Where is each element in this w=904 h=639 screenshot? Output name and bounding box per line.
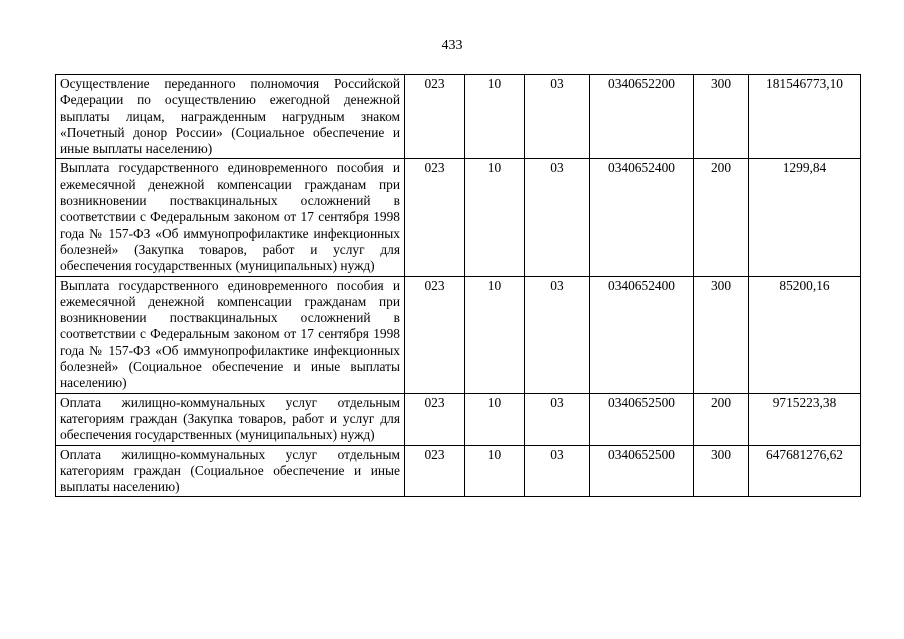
subsection-code-cell: 03 (525, 393, 590, 445)
target-article-cell: 0340652200 (590, 75, 694, 159)
budget-table (55, 74, 861, 497)
ministry-code-cell: 023 (405, 75, 465, 159)
table-row (56, 445, 861, 497)
page-number: 433 (441, 38, 463, 53)
subsection-code-cell: 03 (525, 445, 590, 497)
expense-type-cell: 200 (694, 393, 749, 445)
section-code-cell: 10 (465, 445, 525, 497)
subsection-code-cell: 03 (525, 159, 590, 276)
description-cell: Оплата жилищно-коммунальных услуг отдельным категориям граждан (Социальное обеспечение и иные выплаты населению) (56, 445, 405, 497)
ministry-code-cell: 023 (405, 276, 465, 393)
amount-cell: 1299,84 (749, 159, 861, 276)
target-article-cell: 0340652500 (590, 393, 694, 445)
table-row (56, 159, 861, 276)
amount-cell: 85200,16 (749, 276, 861, 393)
subsection-code-cell: 03 (525, 75, 590, 159)
expense-type-cell: 300 (694, 276, 749, 393)
subsection-code-cell: 03 (525, 276, 590, 393)
amount-cell: 181546773,10 (749, 75, 861, 159)
description-cell: Выплата государственного единовременного пособия и ежемесячной денежной компенсации гражданам при возникновении поствакцинальных осложнений в соответствии с Федеральным законом от 17 сентября 1998 года № 157-ФЗ «Об иммунопрофилактике инфекционных болезней» (Закупка товаров, работ и услуг для обеспечения государственных (муниципальных) нужд) (56, 159, 405, 276)
section-code-cell: 10 (465, 75, 525, 159)
ministry-code-cell: 023 (405, 393, 465, 445)
target-article-cell: 0340652400 (590, 159, 694, 276)
amount-cell: 647681276,62 (749, 445, 861, 497)
expense-type-cell: 300 (694, 75, 749, 159)
table-row (56, 276, 861, 393)
description-cell: Выплата государственного единовременного пособия и ежемесячной денежной компенсации гражданам при возникновении поствакцинальных осложнений в соответствии с Федеральным законом от 17 сентября 1998 года № 157-ФЗ «Об иммунопрофилактике инфекционных болезней» (Социальное обеспечение и иные выплаты населению) (56, 276, 405, 393)
amount-cell: 9715223,38 (749, 393, 861, 445)
expense-type-cell: 200 (694, 159, 749, 276)
section-code-cell: 10 (465, 159, 525, 276)
expense-type-cell: 300 (694, 445, 749, 497)
target-article-cell: 0340652400 (590, 276, 694, 393)
description-cell: Оплата жилищно-коммунальных услуг отдельным категориям граждан (Закупка товаров, работ и услуг для обеспечения государственных (муниципальных) нужд) (56, 393, 405, 445)
table-row (56, 393, 861, 445)
target-article-cell: 0340652500 (590, 445, 694, 497)
table-row (56, 75, 861, 159)
table-body (56, 75, 861, 497)
description-cell: Осуществление переданного полномочия Российской Федерации по осуществлению ежегодной денежной выплаты лицам, награжденным нагрудным знаком «Почетный донор России» (Социальное обеспечение и иные выплаты населению) (56, 75, 405, 159)
section-code-cell: 10 (465, 276, 525, 393)
ministry-code-cell: 023 (405, 445, 465, 497)
ministry-code-cell: 023 (405, 159, 465, 276)
section-code-cell: 10 (465, 393, 525, 445)
